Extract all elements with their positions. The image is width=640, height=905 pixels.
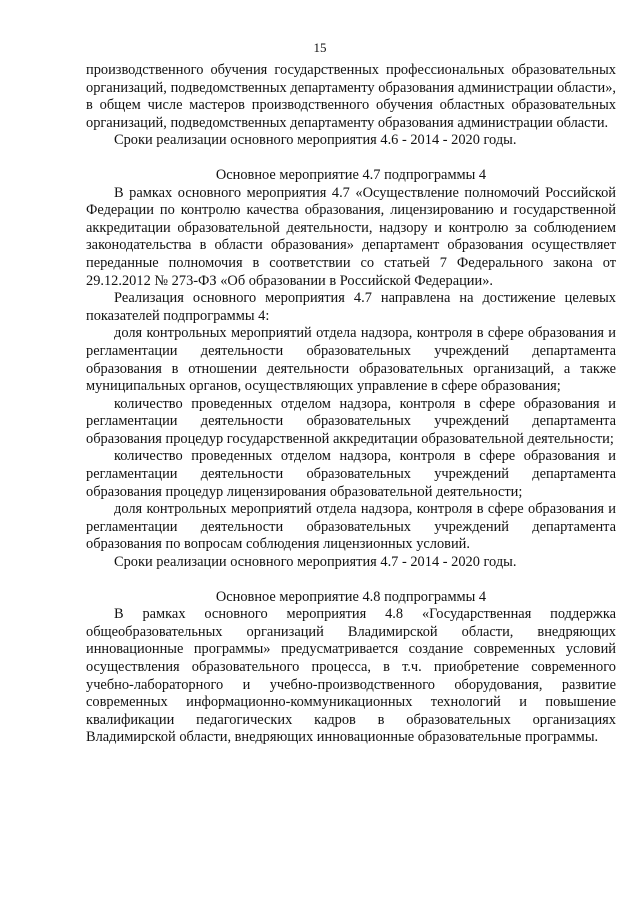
page-number: 15 bbox=[313, 40, 327, 55]
paragraph-4-8-description: В рамках основного мероприятия 4.8 «Государственная поддержка общеобразовательных организаций Владимирской области, внедряющих инновационные программы» предусматривается создание современных условий осуществления образовательного процесса, в т.ч. приобретение современного учебно-лабораторного и учебно-производственного оборудования, развитие современных информационно-коммуникационных технологий и повышение квалификации педагогических кадров в образовательных организациях Владимирской области, внедряющих инновационные образовательные программы. bbox=[86, 606, 616, 746]
page-content bbox=[86, 62, 616, 747]
paragraph-4-7-targets-intro: Реализация основного мероприятия 4.7 направлена на достижение целевых показателей подпрограммы 4: bbox=[86, 290, 616, 324]
paragraph-4-6-indicator-end: производственного обучения государственных профессиональных образовательных организаций, подведомственных департаменту образования администрации области», в общем числе мастеров производственного обучения областных образовательных организаций, подведомственных департаменту образования администрации области. bbox=[86, 62, 616, 131]
paragraph-4-7-target-4: доля контрольных мероприятий отдела надзора, контроля в сфере образования и регламентации деятельности образовательных учреждений департамента образования по вопросам соблюдения лицензионных условий. bbox=[86, 501, 616, 553]
paragraph-4-7-target-1: доля контрольных мероприятий отдела надзора, контроля в сфере образования и регламентации деятельности образовательных учреждений департамента образования в отношении деятельности образовательных организаций, а также муниципальных органов, осуществляющих управление в сфере образования; bbox=[86, 325, 616, 395]
spacer bbox=[86, 150, 616, 167]
paragraph-4-7-target-3: количество проведенных отделом надзора, контроля в сфере образования и регламентации деятельности образовательных учреждений департамента образования процедур лицензирования образовательной деятельности; bbox=[86, 448, 616, 500]
paragraph-4-7-target-2: количество проведенных отделом надзора, контроля в сфере образования и регламентации деятельности образовательных учреждений департамента образования процедур государственной аккредитации образовательной деятельности; bbox=[86, 395, 616, 447]
heading-measure-4-8: Основное мероприятие 4.8 подпрограммы 4 bbox=[215, 588, 487, 605]
heading-measure-4-7: Основное мероприятие 4.7 подпрограммы 4 bbox=[215, 166, 487, 183]
paragraph-4-7-timeline: Сроки реализации основного мероприятия 4.7 - 2014 - 2020 годы. bbox=[114, 554, 517, 571]
paragraph-4-7-description: В рамках основного мероприятия 4.7 «Осуществление полномочий Российской Федерации по контролю качества образования, лицензированию и государственной аккредитации образовательной деятельности, надзору и контролю за соблюдением законодательства в области образования» департамент образования осуществляет переданные полномочия в соответствии со статьей 7 Федерального закона от 29.12.2012 № 273-ФЗ «Об образовании в Российской Федерации». bbox=[86, 184, 616, 289]
paragraph-4-6-timeline: Сроки реализации основного мероприятия 4.6 - 2014 - 2020 годы. bbox=[114, 132, 517, 149]
spacer bbox=[86, 572, 616, 589]
